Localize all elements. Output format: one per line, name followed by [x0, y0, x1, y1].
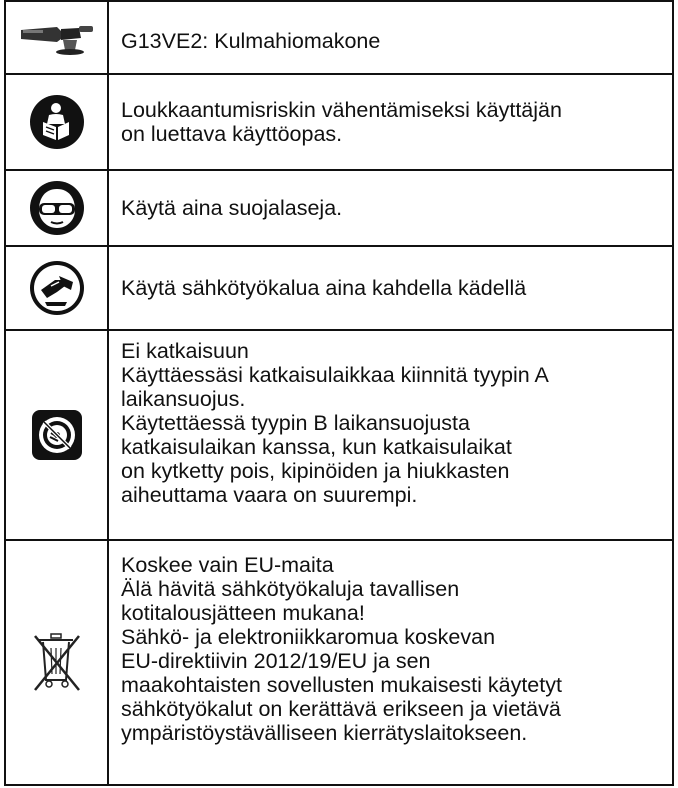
icon-cell	[6, 75, 109, 169]
row-text	[109, 171, 672, 245]
text-line: Käytä sähkötyökalua aina kahdella kädellä	[121, 276, 527, 300]
text-line: on kytketty pois, kipinöiden ja hiukkasten	[121, 459, 510, 483]
row-text	[109, 75, 672, 169]
table-row-no-cutting	[6, 331, 672, 541]
table-row-model	[6, 2, 672, 75]
text-line: Koskee vain EU-maita	[121, 553, 334, 577]
icon-cell	[6, 331, 109, 539]
icon-cell	[6, 247, 109, 329]
icon-cell	[6, 541, 109, 784]
text-line: Käyttäessäsi katkaisulaikkaa kiinnitä tyypin A	[121, 363, 549, 387]
row-text	[109, 541, 672, 784]
angle-grinder-icon	[17, 18, 97, 58]
icon-cell	[6, 2, 109, 73]
crossed-out-wheelie-bin-icon	[29, 630, 85, 696]
text-line: on luettava käyttöopas.	[121, 122, 343, 146]
text-line: sähkötyökalut on kerättävä erikseen ja vietävä	[121, 697, 561, 721]
row-text	[109, 247, 672, 329]
two-hands-icon	[29, 260, 85, 316]
text-line: Käytä aina suojalaseja.	[121, 196, 343, 220]
table-row-weee	[6, 541, 672, 784]
row-text	[109, 331, 672, 539]
table-row-goggles	[6, 171, 672, 247]
table-row-manual	[6, 75, 672, 171]
text-line: kotitalousjätteen mukana!	[121, 601, 365, 625]
text-line: katkaisulaikan kanssa, kun katkaisulaikat	[121, 435, 512, 459]
text-line: laikansuojus.	[121, 387, 246, 411]
text-line: aiheuttama vaara on suurempi.	[121, 483, 418, 507]
model-title: G13VE2: Kulmahiomakone	[121, 28, 381, 53]
row-text	[109, 2, 672, 73]
text-line: Loukkaantumisriskin vähentämiseksi käyttäjän	[121, 98, 562, 122]
text-line: Käytettäessä tyypin B laikansuojusta	[121, 411, 470, 435]
safety-goggles-icon	[29, 180, 85, 236]
no-cutting-disc-icon	[31, 409, 83, 461]
text-line: Ei katkaisuun	[121, 339, 249, 363]
text-line: Älä hävitä sähkötyökaluja tavallisen	[121, 577, 460, 601]
text-line: ympäristöystävälliseen kierrätyslaitokseen.	[121, 721, 528, 745]
text-line: maakohtaisten sovellusten mukaisesti käytetyt	[121, 673, 562, 697]
read-manual-icon	[29, 94, 85, 150]
text-line: Sähkö- ja elektroniikkaromua koskevan	[121, 625, 496, 649]
icon-cell	[6, 171, 109, 245]
text-line: EU-direktiivin 2012/19/EU ja sen	[121, 649, 431, 673]
table-row-two-hands	[6, 247, 672, 331]
safety-symbols-table	[4, 0, 674, 786]
